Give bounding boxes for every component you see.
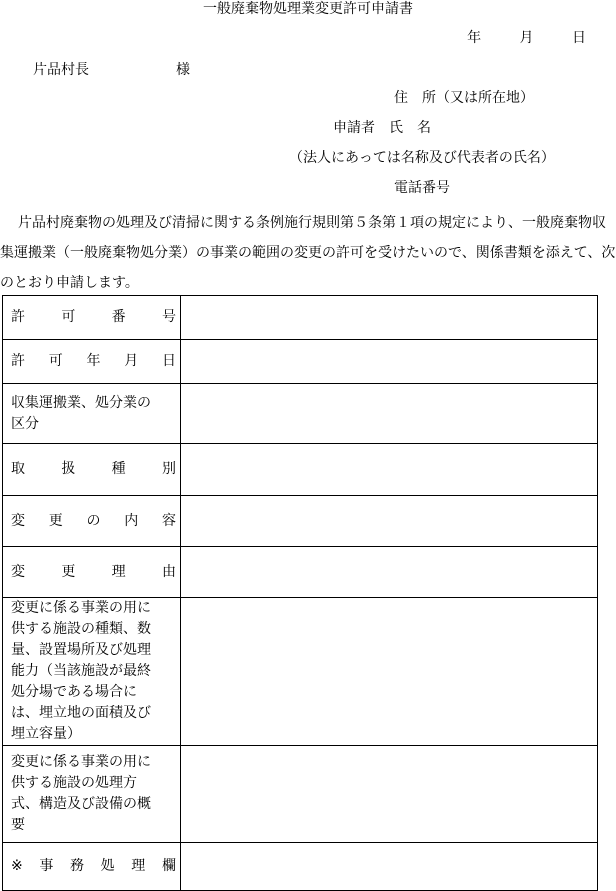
form-row-facility-details: [3, 598, 598, 746]
date-day: 日: [572, 30, 586, 46]
permit-number-field[interactable]: [181, 296, 598, 340]
handling-type-field[interactable]: [181, 444, 598, 496]
label-char: 容: [162, 512, 176, 529]
change-reason-label: [3, 547, 181, 598]
permit-date-label-text: [11, 351, 176, 372]
label-char: 由: [161, 563, 176, 580]
honorific: 様: [176, 62, 190, 78]
application-form-table: [2, 295, 598, 891]
change-details-field[interactable]: [181, 496, 598, 547]
addressee: 片品村長: [33, 62, 89, 78]
office-use-field[interactable]: [181, 843, 598, 891]
facility-details-label-text: 変更に係る事業の用に 供する施設の種類、数 量、設置場所及び処理 能力（当該施設が最終 処分場である場合に は、埋立地の面積及び 埋立容量）: [11, 600, 151, 742]
label-char: 種: [111, 461, 126, 477]
label-char: 許: [11, 353, 25, 369]
label-char: 可: [48, 353, 63, 369]
change-reason-field[interactable]: [181, 547, 598, 598]
label-char: 理: [111, 563, 126, 580]
date-year: 年: [467, 30, 482, 46]
label-char: 可: [61, 309, 76, 325]
label-char: 日: [162, 353, 176, 369]
label-char: 欄: [161, 858, 176, 874]
label-char: 扱: [61, 461, 76, 477]
form-row-business-category: [3, 384, 598, 444]
label-char: 変: [11, 512, 25, 529]
label-char: 号: [161, 309, 176, 325]
permit-date-field[interactable]: [181, 340, 598, 384]
date-month: 月: [519, 30, 534, 46]
form-row-change-reason: [3, 547, 598, 598]
form-row-facility-overview: [3, 746, 598, 843]
facility-overview-label-text: 変更に係る事業の用に 供する施設の処理方 式、構造及び設備の概 要: [11, 754, 151, 833]
applicant-name-label: 申請者 氏 名: [333, 120, 431, 136]
label-char: 務: [70, 858, 85, 874]
business-category-field[interactable]: [181, 384, 598, 444]
document-title: 一般廃棄物処理業変更許可申請書: [203, 1, 413, 17]
label-char: 内: [124, 512, 139, 529]
address-label: 住 所（又は所在地）: [394, 90, 534, 106]
corporation-note: （法人にあっては名称及び代表者の氏名）: [289, 150, 555, 166]
handling-type-label: [3, 444, 181, 496]
office-use-label-text: [11, 856, 176, 877]
change-reason-label-text: [11, 562, 176, 583]
facility-overview-field[interactable]: [181, 746, 598, 843]
business-category-label: [3, 384, 181, 444]
date-line: [433, 28, 586, 48]
label-char: 処: [100, 858, 115, 874]
permit-number-label: [3, 296, 181, 340]
form-row-change-details: [3, 496, 598, 547]
facility-details-label: [3, 598, 181, 746]
change-details-label-text: [11, 511, 176, 532]
label-char: 更: [61, 563, 76, 580]
permit-number-label-text: [11, 307, 176, 328]
office-use-label: [3, 843, 181, 891]
label-char: 別: [161, 461, 176, 477]
label-char: ※: [11, 858, 23, 874]
label-char: 月: [124, 353, 139, 369]
business-category-label-text: 収集運搬業、処分業の 区分: [11, 394, 151, 432]
form-row-handling-type: [3, 444, 598, 496]
label-char: 変: [11, 563, 25, 580]
form-row-permit-date: [3, 340, 598, 384]
label-char: 番: [111, 309, 126, 325]
permit-date-label: [3, 340, 181, 384]
facility-overview-label: [3, 746, 181, 843]
application-statement: 片品村廃棄物の処理及び清掃に関する条例施行規則第５条第１項の規定により、一般廃棄物収集運搬業（一般廃棄物処分業）の事業の範囲の変更の許可を受けたいので、関係書類を添えて、次のとおり申請します。: [0, 215, 616, 291]
label-char: 年: [86, 353, 101, 369]
phone-label: 電話番号: [394, 180, 450, 196]
form-row-permit-number: [3, 296, 598, 340]
label-char: 許: [11, 309, 25, 325]
label-char: 取: [11, 461, 25, 477]
label-char: 事: [39, 858, 54, 874]
facility-details-field[interactable]: [181, 598, 598, 746]
label-char: 理: [131, 858, 146, 874]
label-char: の: [86, 512, 101, 529]
label-char: 更: [48, 512, 63, 529]
form-row-office-use: [3, 843, 598, 891]
change-details-label: [3, 496, 181, 547]
handling-type-label-text: [11, 459, 176, 480]
